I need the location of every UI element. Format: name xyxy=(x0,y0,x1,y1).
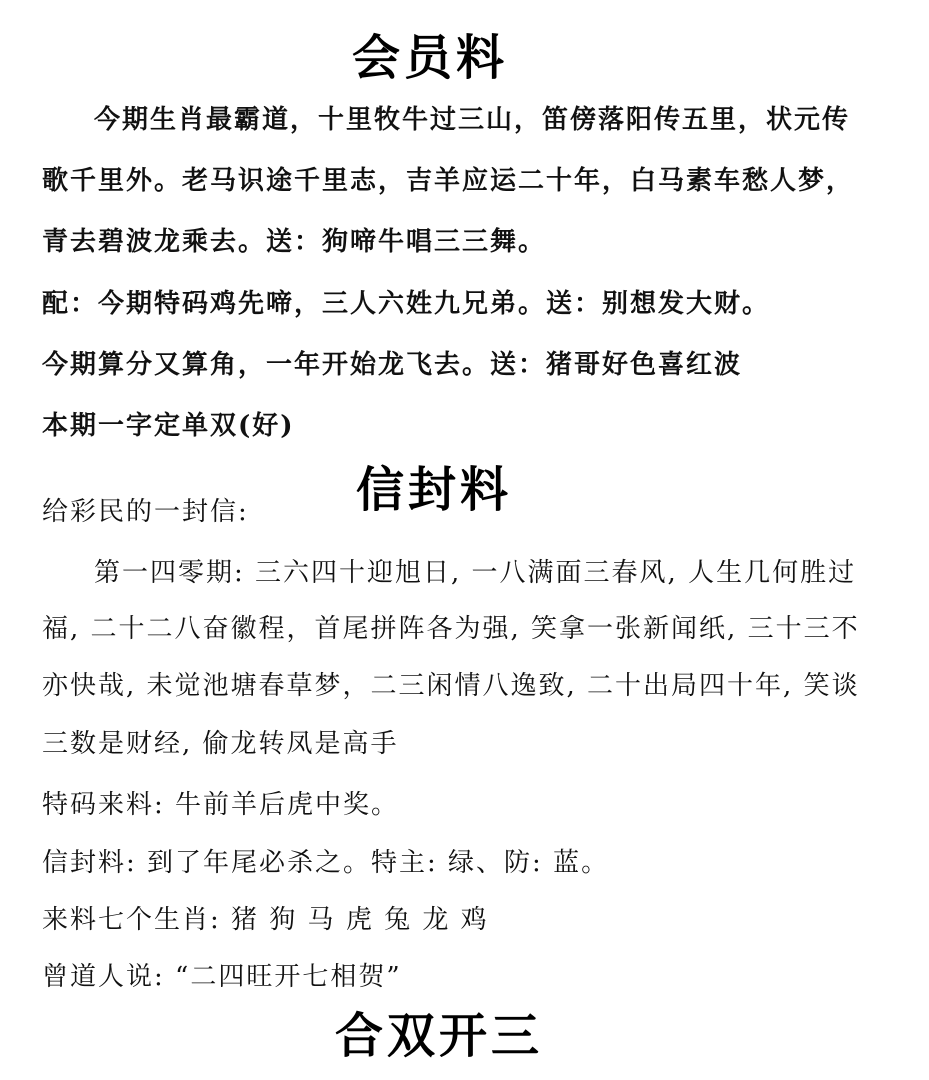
members-line-5: 今期算分又算角，一年开始龙飞去。送：猪哥好色喜红波 xyxy=(42,350,743,380)
letter-line-8: 曾道人说: “二四旺开七相贺” xyxy=(42,962,402,992)
letter-line-3: 亦快哉, 未觉池塘春草梦，二三闲情八逸致, 二十出局四十年, 笑谈 xyxy=(42,671,860,701)
letter-line-2: 福, 二十二八奋徽程，首尾拼阵各为强, 笑拿一张新闻纸, 三十三不 xyxy=(42,614,860,644)
letter-line-7: 来料七个生肖: 猪 狗 马 虎 兔 龙 鸡 xyxy=(42,905,489,935)
letter-line-4: 三数是财经, 偷龙转凤是高手 xyxy=(42,729,399,759)
members-line-1: 今期生肖最霸道，十里牧牛过三山，笛傍落阳传五里，状元传 xyxy=(94,105,851,135)
members-line-2: 歌千里外。老马识途千里志，吉羊应运二十年，白马素车愁人梦， xyxy=(42,166,855,196)
letter-line-5: 特码来料: 牛前羊后虎中奖。 xyxy=(42,790,400,820)
letter-line-6: 信封料: 到了年尾必杀之。特主: 绿、防: 蓝。 xyxy=(42,848,610,878)
members-line-6: 本期一字定单双(好) xyxy=(42,411,295,441)
letter-line-1: 第一四零期: 三六四十迎旭日, 一八满面三春风, 人生几何胜过 xyxy=(94,558,857,588)
members-heading: 会员料 xyxy=(352,30,509,86)
members-line-4: 配：今期特码鸡先啼，三人六姓九兄弟。送：别想发大财。 xyxy=(42,289,771,319)
letter-intro: 给彩民的一封信: xyxy=(42,497,249,527)
double-three-heading: 合双开三 xyxy=(335,1008,544,1064)
members-line-3: 青去碧波龙乘去。送：狗啼牛唱三三舞。 xyxy=(42,227,547,257)
letter-heading: 信封料 xyxy=(356,462,513,518)
